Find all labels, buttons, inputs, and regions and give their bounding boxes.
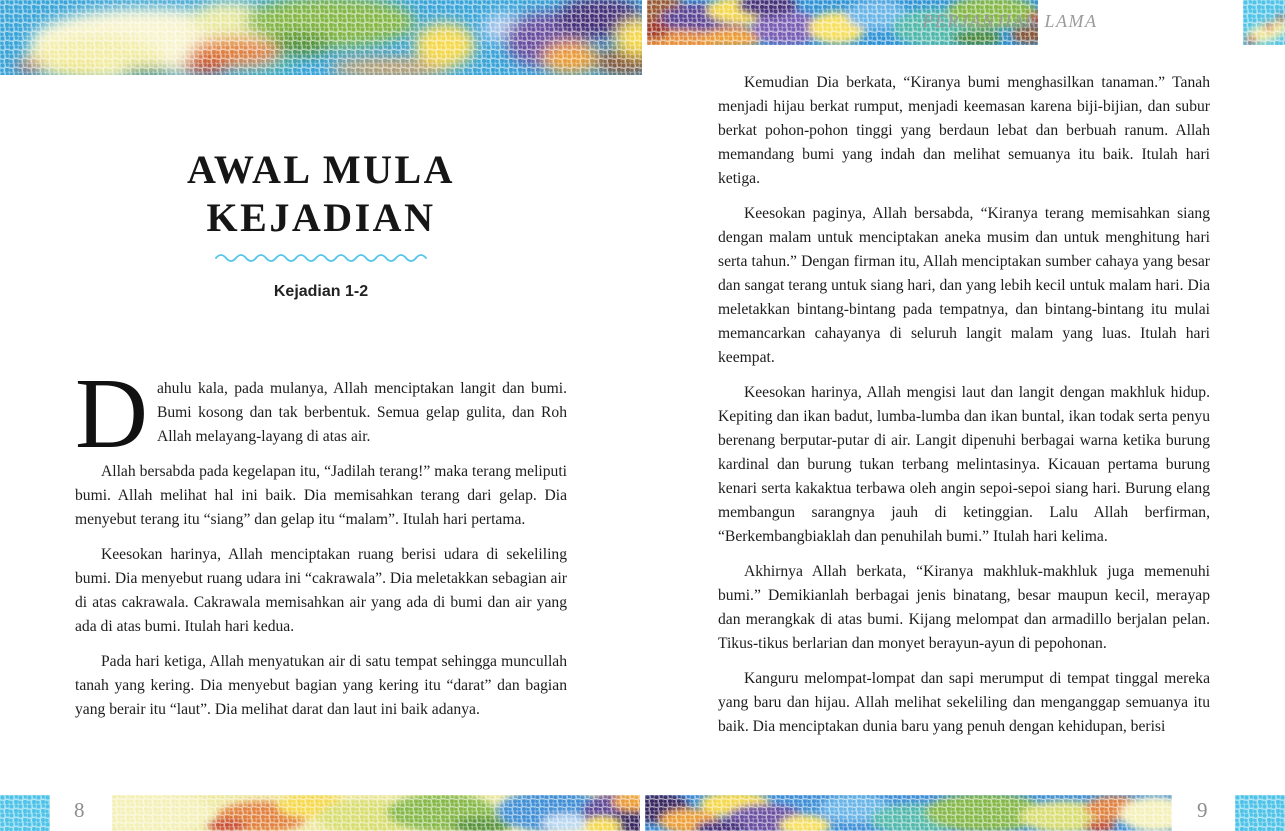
mosaic-band-bottom-right bbox=[645, 795, 1172, 831]
running-head bbox=[810, 11, 1210, 32]
mosaic-band-bottom-right-corner bbox=[1235, 795, 1285, 831]
body-paragraph: Kemudian Dia berkata, “Kiranya bumi menghasilkan tanaman.” Tanah menjadi hijau berkat rumput, menjadi keemasan karena biji-bijian, dan subur berkat pohon-pohon tinggi yang berdaun lebat dan berbuah ranum. Allah memandang bumi yang indah dan melihat semuanya itu baik. Itulah hari ketiga. bbox=[718, 74, 1210, 187]
body-paragraph: Keesokan harinya, Allah menciptakan ruang berisi udara di sekeliling bumi. Dia menyebut ruang udara ini “cakrawala”. Dia meletakkan sebagian air di atas cakrawala. Cakrawala memisahkan air yang ada di bumi dan air yang ada di atas bumi. Itulah hari kedua. bbox=[75, 546, 567, 635]
chapter-title-block bbox=[75, 146, 567, 301]
mosaic-band-bottom-left-corner bbox=[0, 795, 50, 831]
drop-cap: D bbox=[75, 357, 148, 469]
body-paragraph: Kanguru melompat-lompat dan sapi merumput di tempat tinggal mereka yang baru dan hijau. Allah melihat sekeliling dan menganggap semuanya itu baik. Dia menciptakan dunia baru yang penuh dengan kehidupan, berisi bbox=[718, 670, 1210, 735]
body-paragraph: Akhirnya Allah berkata, “Kiranya makhluk-makhluk juga memenuhi bumi.” Demikianlah berbagai jenis binatang, besar maupun kecil, merayap dan merangkak di atas bumi. Kijang melompat dan armadillo berjalan pelan. Tikus-tikus berlarian dan monyet berayun-ayun di pepohonan. bbox=[718, 563, 1210, 652]
chapter-title-line1: AWAL MULA bbox=[186, 147, 456, 192]
running-head-label: PERJANJIAN LAMA bbox=[922, 11, 1098, 31]
chapter-reference: Kejadian 1-2 bbox=[273, 283, 369, 300]
page-number-left: 8 bbox=[74, 798, 85, 822]
body-paragraph: Pada hari ketiga, Allah menyatukan air di satu tempat sehingga muncullah tanah yang kering. Dia menyebut bagian yang kering itu “darat” dan bagian yang berair itu “laut”. Dia melihat darat dan laut ini baik adanya. bbox=[75, 653, 567, 718]
mosaic-band-top-left bbox=[0, 0, 642, 75]
body-paragraph: Allah bersabda pada kegelapan itu, “Jadilah terang!” maka terang meliputi bumi. Allah melihat hal ini baik. Dia memisahkan terang dari gelap. Dia menyebut terang itu “siang” dan gelap itu “malam”. Itulah hari pertama. bbox=[75, 463, 567, 528]
left-page-body bbox=[75, 357, 567, 722]
page-number-right: 9 bbox=[1197, 798, 1208, 822]
body-paragraph: Keesokan harinya, Allah mengisi laut dan langit dengan makhluk hidup. Kepiting dan ikan badut, lumba-lumba dan ikan buntal, ikan todak serta penyu berenang berputar-putar di air. Langit dipenuhi berbagai warna ketika burung kardinal dan burung tukan terbang melintasinya. Kicauan pertama burung kenari serta kakaktua terbawa oleh angin sepoi-sepoi siang hari. Burung elang membangun sarangnya jauh di ketinggian. Lalu Allah berfirman, “Berkembangbiaklah dan penuhilah bumi.” Itulah hari kelima. bbox=[718, 384, 1210, 545]
right-page-body bbox=[718, 71, 1210, 739]
chapter-title bbox=[75, 146, 567, 242]
body-paragraph: Keesokan paginya, Allah bersabda, “Kiranya terang memisahkan siang dengan malam untuk menciptakan aneka musim dan untuk menghitung hari serta tahun.” Dengan firman itu, Allah menciptakan sumber cahaya yang besar dan sangat terang untuk siang hari, dan yang lebih kecil untuk malam hari. Dia meletakkan bintang-bintang pada tempatnya, dan bintang-bintang itu mulai memancarkan cahayanya di seluruh langit malam yang luas. Itulah hari keempat. bbox=[718, 205, 1210, 366]
body-paragraph bbox=[75, 357, 567, 469]
chapter-title-line2: KEJADIAN bbox=[206, 195, 436, 240]
wavy-divider bbox=[215, 252, 427, 262]
mosaic-band-top-edge bbox=[1243, 0, 1285, 45]
mosaic-band-bottom-left bbox=[112, 795, 640, 831]
paragraph-text: ahulu kala, pada mulanya, Allah menciptakan langit dan bumi. Bumi kosong dan tak berbentuk. Semua gelap gulita, dan Roh Allah melayang-layang di atas air. bbox=[156, 380, 567, 445]
